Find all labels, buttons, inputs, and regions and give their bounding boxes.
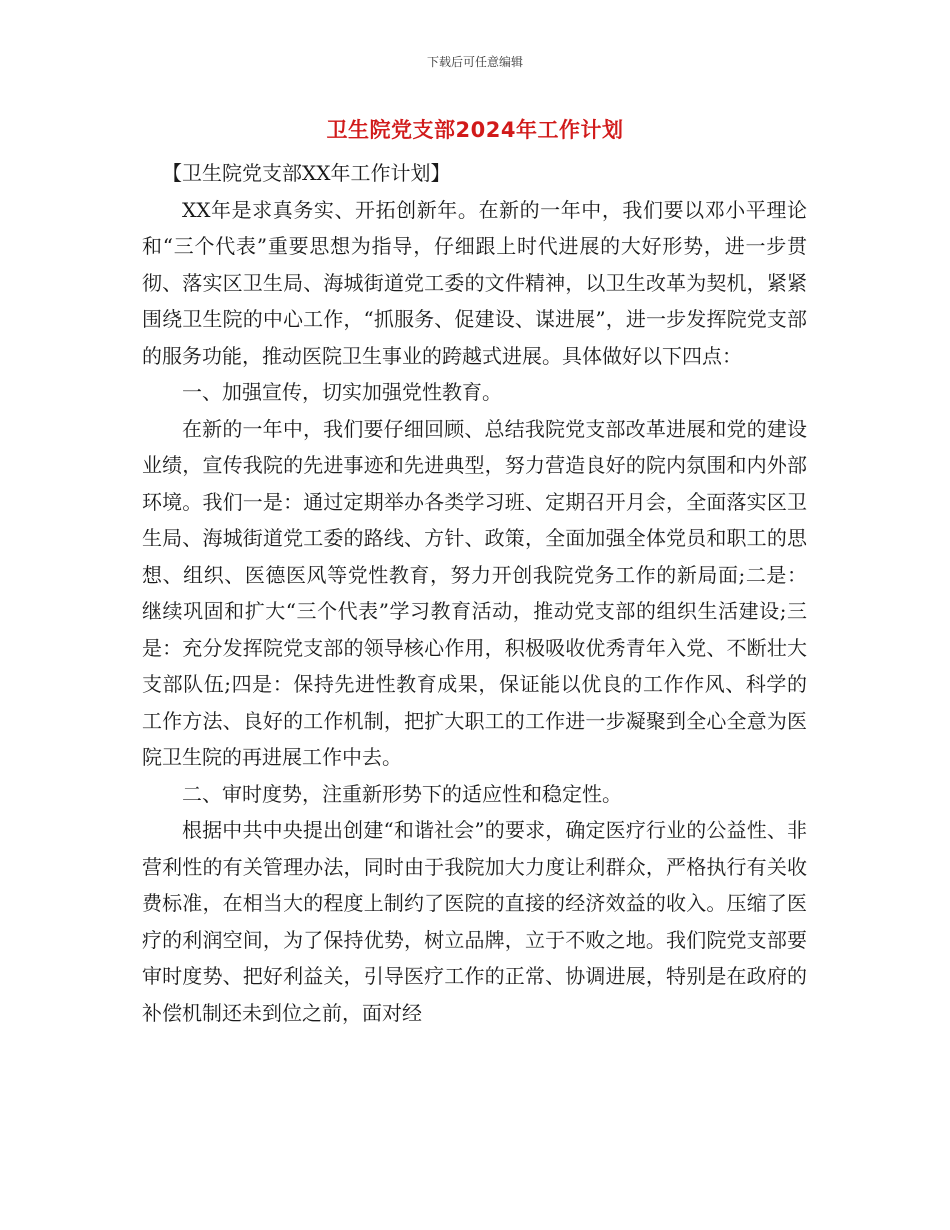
section-heading-2: 二、审时度势，注重新形势下的适应性和稳定性。	[182, 781, 622, 806]
section-paragraph-2: 根据中共中央提出创建“和谐社会”的要求，确定医疗行业的公益性、非营利性的有关管理办法，同时由于我院加大力度让利群众，严格执行有关收费标准，在相当大的程度上制约了医院的直接的经济效益的收入。压缩了医疗的利润空间，为了保持优势，树立品牌，立于不败之地。我们院党支部要审时度势、把好利益关，引导医疗工作的正常、协调进展，特别是在政府的补偿机制还未到位之前，面对经	[142, 818, 807, 1025]
document-body	[142, 155, 807, 1031]
header-note: 下载后可任意编辑	[426, 55, 523, 69]
section-heading-1: 一、加强宣传，切实加强党性教育。	[182, 380, 502, 404]
intro-paragraph: XX年是求真务实、开拓创新年。在新的一年中，我们要以邓小平理论和“三个代表”重要思想为指导，仔细跟上时代进展的大好形势，进一步贯彻、落实区卫生局、海城街道党工委的文件精神，以卫生改革为契机，紧紧围绕卫生院的中心工作，“抓服务、促建设、谋进展”，进一步发挥院党支部的服务功能，推动医院卫生事业的跨越式进展。具体做好以下四点：	[142, 197, 807, 368]
subtitle-paragraph: 【卫生院党支部XX年工作计划】	[162, 161, 451, 185]
document-title: 卫生院党支部2024年工作计划	[326, 118, 624, 142]
section-paragraph-1: 在新的一年中，我们要仔细回顾、总结我院党支部改革进展和党的建设业绩，宣传我院的先进事迹和先进典型，努力营造良好的院内氛围和内外部环境。我们一是：通过定期举办各类学习班、定期召开月会，全面落实区卫生局、海城街道党工委的路线、方针、政策，全面加强全体党员和职工的思想、组织、医德医风等党性教育，努力开创我院党务工作的新局面;二是：继续巩固和扩大“三个代表”学习教育活动，推动党支部的组织生活建设;三是：充分发挥院党支部的领导核心作用，积极吸收优秀青年入党、不断壮大支部队伍;四是：保持先进性教育成果，保证能以优良的工作作风、科学的工作方法、良好的工作机制，把扩大职工的工作进一步凝聚到全心全意为医院卫生院的再进展工作中去。	[142, 416, 807, 769]
